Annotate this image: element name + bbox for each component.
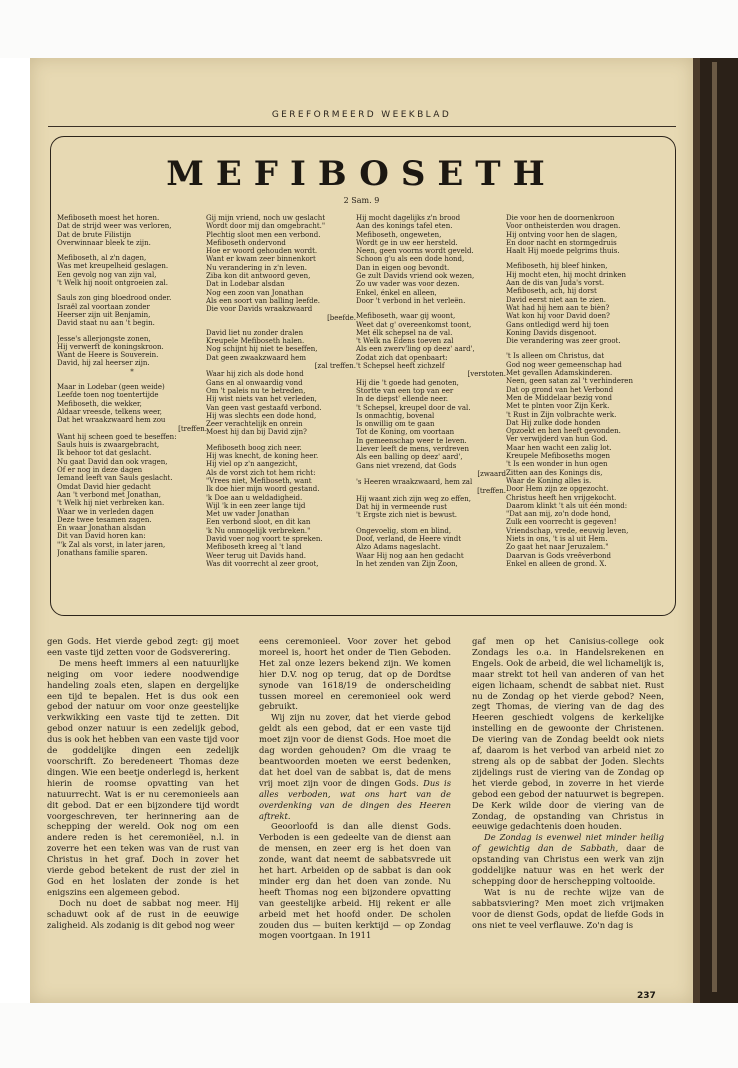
poem-line: Waar we in verleden dagen bbox=[57, 507, 154, 516]
poem-line: Hij wist niets van het verleden, bbox=[206, 395, 317, 404]
poem-line: 't Welk na Edens toeven zal bbox=[356, 337, 454, 346]
poem-line: Ver verwijderd van hun God. bbox=[506, 435, 608, 444]
poem-line: Mefiboseth, al z'n dagen, bbox=[57, 254, 147, 263]
poem-line: Opzoekt en hen heeft gevonden. bbox=[506, 427, 621, 436]
poem-line: Nu verandering in z'n leven. bbox=[206, 263, 307, 272]
poem-line: Omdat David hier gedacht bbox=[57, 482, 151, 491]
poem-column-4 bbox=[506, 214, 656, 568]
poem-line: Om 't paleis nu te betreden, bbox=[206, 386, 306, 395]
poem-line: Dat de strijd weer was verloren, bbox=[57, 222, 172, 231]
binding-spine bbox=[700, 58, 738, 1003]
poem-line: Dat in Lodebar alsdan bbox=[206, 280, 285, 289]
poem-line: Dit van David horen kan: bbox=[57, 532, 146, 541]
magazine-page bbox=[30, 58, 693, 1003]
poem-line: Weet dat g' overeenkomst toont, bbox=[356, 320, 472, 329]
poem-line: [zal treffen. bbox=[314, 362, 356, 371]
stanza-gap bbox=[356, 520, 506, 527]
poem-line: Daarom klinkt 't als uit één mond: bbox=[506, 501, 628, 510]
poem-line: 'k Nu onmogelijk verbreken." bbox=[206, 526, 311, 535]
poem-line: Met te plnten voor Zijn Kerk. bbox=[506, 402, 610, 411]
poem-line: Gans ontledigd werd hij toen bbox=[506, 320, 609, 329]
poem-line: Plechtig sloot men een verbond. bbox=[206, 230, 321, 239]
poem-line: Want er kwam zeer binnenkort bbox=[206, 255, 316, 264]
poem-line: Enkel, énkel en alleen, bbox=[356, 288, 437, 297]
poem-line: Was dit voorrecht al zeer groot, bbox=[206, 559, 319, 568]
poem-line: Jesse's allerjongste zonen, bbox=[57, 334, 151, 343]
poem-line: Haalt Hij moede pelgrims thuis. bbox=[506, 247, 620, 256]
stanza-gap bbox=[57, 328, 207, 335]
poem-line: Als een balling op deez' aard', bbox=[356, 453, 463, 462]
stanza-gap bbox=[57, 376, 207, 383]
article-paragraph: gaf men op het Canisius-college ook Zondags les o.a. in Handelsrekenen en Engels. Ook de arbeid, die wel lichamelijk is, maar strekt tot heil van anderen of van het eigen lichaam, schendt de sabbat niet. Rust nu de Zondag op het vierde gebod? Neen, zegt Thomas, de viering van de dag des Heeren geschiedt volgens de kerkelijke instelling en de gewoonte der Christenen. De viering van de Zondag beeldt ook niets af, daarom is het verbod van arbeid niet zo streng als op de sabbat der Joden. Slechts zijdelings rust de viering van de Zondag op het vierde gebod, in zoverre in het vierde gebod een gebod der natuurwet is begrepen. De Kerk wilde door de viering van de Zondag, de opstanding van Christus in eeuwige gedachtenis doen houden. bbox=[472, 636, 664, 832]
poem-line: Tot de Koning, om voortaan bbox=[356, 428, 455, 437]
poem-line: 't Schepsel, kreupel door de val. bbox=[356, 403, 471, 412]
poem-line: Christus heeft hen vrijgekocht. bbox=[506, 493, 617, 502]
poem-line: Mefiboseth, hij bleef hinken, bbox=[506, 262, 608, 271]
poem-line: Dat het wraakzwaard hem zou bbox=[57, 416, 166, 425]
poem-line: Neen, geen satan zal 't verhinderen bbox=[506, 377, 633, 386]
poem-line: Mefiboseth, ach, hij dorst bbox=[506, 287, 597, 296]
article-column-1 bbox=[47, 636, 239, 930]
article-paragraph: De mens heeft immers al een natuurlijke neiging om voor iedere noodwendige handeling zoals eten, slapen en dergelijke een tijd te bepalen. Het is dus ook een gebod der natuur om voor onze geestelijke verkwikking een vaste tijd te zetten. Dit gebod onzer natuur is een zedelijk gebod, dus is ook het hebben van een vaste tijd voor de goddelijke dingen een zedelijk voorschrift. Zo beredeneert Thomas deze dingen. Wie een beetje onderlegd is, herkent hierin de roomse opvatting van het natuurrecht. Wat is er nu ceremonieels aan dit gebod. Dat er een bijzondere tijd wordt voorgeschreven, ter herinnering aan de schepping der wereld. Ook nog om een andere reden is het ceremoniëel, n.l. in zoverre het een teken was van de rust van Christus in het graf. Doch in zover het vierde gebod betekent de rust der ziel in God en het loslaten der zonde is het enigszins een algemeen gebod. bbox=[47, 657, 239, 897]
poem-line: Ge zult Davids vriend ook wezen, bbox=[356, 272, 475, 281]
stanza-gap bbox=[206, 322, 356, 329]
poem-line: Hij was slechts een dode hond, bbox=[206, 411, 317, 420]
poem-line: Voor ontheisterden wou dragen. bbox=[506, 222, 621, 231]
poem-column-1 bbox=[57, 214, 207, 557]
poem-line: Zo gaat het naar Jeruzalem." bbox=[506, 543, 609, 552]
poem-line: Mefiboseth, waar gij woont, bbox=[356, 312, 456, 321]
poem-line: Waar Hij nog aan hen gedacht bbox=[356, 551, 464, 560]
poem-line: Hij mocht dagelijks z'n brood bbox=[356, 214, 461, 222]
poem-line: Leefde toen nog toentertijde bbox=[57, 391, 159, 400]
poem-line: Wordt ge in uw eer hersteld. bbox=[356, 238, 458, 247]
poem-line: 't Welk hij nooit ontgroeien zal. bbox=[57, 279, 168, 288]
poem-line: Israël zal voortaan zonder bbox=[57, 302, 150, 311]
poem-line: Gij mijn vriend, noch uw geslacht bbox=[206, 214, 326, 222]
poem-line: Mefiboseth, ongeweten, bbox=[356, 230, 442, 239]
poem-line: David staat nu aan 't begin. bbox=[57, 319, 155, 328]
article-paragraph: Doch nu doet de sabbat nog meer. Hij schaduwt ook af de rust in de eeuwige zaligheid. Als zodanig is dit gebod nog weer bbox=[47, 897, 239, 930]
binding-highlight bbox=[712, 62, 717, 992]
poem-line: Waar de Koning alles is. bbox=[506, 476, 592, 485]
poem-line: Hij waant zich zijn weg zo effen, bbox=[356, 494, 471, 503]
article-column-2 bbox=[259, 636, 451, 941]
poem-line: 't Is alleen om Christus, dat bbox=[506, 352, 605, 361]
poem-line: Jonathans familie sparen. bbox=[57, 548, 148, 557]
poem-line: Maar in Lodebar (geen weide) bbox=[57, 383, 165, 392]
poem-line: Zulk een voorrecht is gegeven! bbox=[506, 518, 617, 527]
article-emphasis: Dus is alles verboden, wat ons hart van de overdenking van de dingen des Heeren aftrekt. bbox=[259, 777, 451, 821]
poem-line: God nog weer gemeenschap had bbox=[506, 360, 622, 369]
poem-line: Zeer verachtelijk en onrein bbox=[206, 420, 303, 429]
poem-line: "Dat aan mij, zo'n dode hond, bbox=[506, 510, 611, 519]
poem-line: Dat geen zwaakzwaard hem bbox=[206, 353, 306, 362]
poem-line: Mefiboseth kreeg al 't land bbox=[206, 543, 302, 552]
stanza-gap bbox=[506, 345, 656, 352]
poem-line: 't Welk hij niet verbreken kan. bbox=[57, 499, 165, 508]
poem-line: Aan des konings tafel eten. bbox=[356, 222, 453, 231]
poem-line: Hij ontving voor hen de slagen, bbox=[506, 230, 618, 239]
poem-line: Dan in eigen oog bevondt. bbox=[356, 263, 450, 272]
poem-line: Die voor Davids wraakzwaard bbox=[206, 305, 313, 314]
poem-line: Ziba kon dit antwoord geven, bbox=[206, 272, 311, 281]
page-number: 237 bbox=[637, 991, 656, 1001]
poem-line: Daarvan is Gods vreêverbond bbox=[506, 551, 612, 560]
poem-line: Hij was knecht, de koning heer. bbox=[206, 452, 319, 461]
poem-line: Met gevallen Adamskinderen. bbox=[506, 369, 613, 378]
poem-line: Wijl 'k in een zeer lange tijd bbox=[206, 501, 306, 510]
stanza-gap bbox=[206, 437, 356, 444]
poem-line: Gans en al onwaardig vond bbox=[206, 378, 303, 387]
poem-line: 't Schepsel heeft zichzelf bbox=[356, 362, 445, 371]
poem-line: Hij viel op z'n aangezicht, bbox=[206, 460, 298, 469]
poem-line: Wat kon hij voor David doen? bbox=[506, 312, 610, 321]
poem-line: Nog schijnt hij niet te beseffen, bbox=[206, 345, 318, 354]
poem-line: Als een zwerv'ling op deez' aard', bbox=[356, 345, 475, 354]
stanza-gap bbox=[57, 287, 207, 294]
poem-line: Gans niet vrezend, dat Gods bbox=[356, 461, 457, 470]
poem-line: En waar Jonathan alsdan bbox=[57, 524, 146, 533]
poem-line: Wat had hij hem aan te bièn? bbox=[506, 303, 610, 312]
poem-line: Sauls zon ging bloedrood onder. bbox=[57, 294, 172, 303]
article-emphasis: De Zondag is evenwel niet minder heilig of gewichtig dan de Sabbath, bbox=[472, 832, 664, 854]
poem-line: Weer terug uit Davids hand. bbox=[206, 551, 306, 560]
poem-line: Als de vorst zich tot hem richt: bbox=[206, 468, 316, 477]
poem-line: Dat Hij zulke dode honden bbox=[506, 418, 601, 427]
poem-line: Men de Middelaar bezig vond bbox=[506, 393, 612, 402]
header-rule bbox=[48, 126, 676, 127]
poem-line: Heerser zijn uit Benjamin, bbox=[57, 310, 151, 319]
poem-line: Aldaar vreesde, telkens weer, bbox=[57, 407, 162, 416]
poem-line: Schoon g'u als een dode hond, bbox=[356, 255, 465, 264]
article-paragraph: Geoorloofd is dan alle dienst Gods. Verboden is een gedeelte van de dienst aan de mensen, en zeer erg is het doen van zonde, want dat neemt de sabbatsvrede uit het hart. Arbeiden op de sabbat is dan ook minder erg dan het doen van zonde. Nu heeft Thomas nog een bijzondere opvatting van geestelijke arbeid. Hij rekent er alle arbeid met het hoofd onder. De scholen zouden dus — buiten kerktijd — op Zondag mogen voortgaan. In 1911 bbox=[259, 821, 451, 941]
poem-line: En door nacht en stormgedruis bbox=[506, 238, 617, 247]
poem-line: Hij die 't goede had genoten, bbox=[356, 378, 459, 387]
poem-line: Kreupele Mefiboseths mogen bbox=[506, 452, 610, 461]
poem-line: Die voor hen de doornenkroon bbox=[506, 214, 615, 222]
poem-column-3 bbox=[356, 214, 506, 568]
poem-line: Met uw vader Jonathan bbox=[206, 510, 290, 519]
poem-line: Hoe er woord gehouden wordt. bbox=[206, 247, 318, 256]
poem-line: * bbox=[130, 367, 134, 376]
poem-line: Is onmachtig, bovenal bbox=[356, 411, 435, 420]
poem-line: Een verbond sloot, en dit kan bbox=[206, 518, 311, 527]
poem-line: Wordt door mij dan omgebracht." bbox=[206, 222, 326, 231]
poem-line: David eerst niet aan te zien. bbox=[506, 295, 606, 304]
article-column-3 bbox=[472, 636, 664, 930]
poem-line: Is onwillig om te gaan bbox=[356, 420, 435, 429]
poem-line: Als een soort van balling leefde. bbox=[206, 296, 320, 305]
poem-line: Kreupele Mefiboseth halen. bbox=[206, 337, 305, 346]
poem-column-2 bbox=[206, 214, 356, 568]
poem-line: 't Rust in Zijn volbrachte werk. bbox=[506, 410, 617, 419]
poem-line: Aan 't verbond met Jonathan, bbox=[57, 490, 162, 499]
stanza-gap bbox=[356, 305, 506, 312]
poem-line: Moest hij dan bij David zijn? bbox=[206, 428, 307, 437]
stanza-gap bbox=[506, 255, 656, 262]
poem-line: Ik doe hier mijn woord gestand. bbox=[206, 485, 320, 494]
poem-line: [verstoten. bbox=[467, 370, 506, 379]
poem-line: Van geen vast gestaafd verbond. bbox=[206, 403, 322, 412]
poem-title: MEFIBOSETH bbox=[166, 154, 557, 194]
poem-line: Dat hij in vermeende rust bbox=[356, 503, 447, 512]
poem-line: "Vrees niet, Mefiboseth, want bbox=[206, 476, 312, 485]
poem-line: David, hij zal heerser zijn. bbox=[57, 359, 150, 368]
poem-line: In gemeenschap weer te leven. bbox=[356, 436, 467, 445]
poem-line: Deze twee tesamen zagen. bbox=[57, 515, 152, 524]
poem-line: Doof, verland, de Heere vindt bbox=[356, 534, 462, 543]
poem-line: Mefiboseth ondervond bbox=[206, 238, 286, 247]
article-paragraph: De Zondag is evenwel niet minder heilig of gewichtig dan de Sabbath, daar de opstanding van Christus een werk van zijn goddelijke natuur was en het werk der schepping door de herschepping voltooide. bbox=[472, 832, 664, 886]
poem-subtitle: 2 Sam. 9 bbox=[343, 196, 380, 205]
poem-line: Stortte van een top van eer bbox=[356, 386, 454, 395]
poem-line: Of er nog in deze dagen bbox=[57, 466, 143, 475]
poem-line: "'k Zal als vorst, in later jaren, bbox=[57, 540, 166, 549]
poem-line: In de diepst' ellende neer. bbox=[356, 395, 448, 404]
poem-line: Ongevoelig, stom en blind, bbox=[356, 526, 452, 535]
poem-line: David voer nog voort te spreken. bbox=[206, 534, 323, 543]
running-head: GEREFORMEERD WEEKBLAD bbox=[271, 110, 452, 120]
poem-line: Door 't verbond in het verleën. bbox=[356, 296, 466, 305]
poem-line: Met élk schepsel na de val. bbox=[356, 328, 453, 337]
poem-line: Een gevolg nog van zijn val, bbox=[57, 270, 157, 279]
poem-line: Door Hem zijn ze opgezocht. bbox=[506, 485, 609, 494]
poem-line: Nu gaat David dan ook vragen, bbox=[57, 457, 168, 466]
poem-line: Nog een zoon van Jonathan bbox=[206, 288, 304, 297]
poem-line: Niets in ons, 't is al uit Hem. bbox=[506, 534, 608, 543]
poem-line: Was met kreupelheid geslagen. bbox=[57, 262, 169, 271]
poem-line: David liet nu zonder dralen bbox=[206, 328, 304, 337]
poem-line: 't Is een wonder in hun ogen bbox=[506, 460, 608, 469]
poem-line: Zitten aan des Konings dis, bbox=[506, 468, 603, 477]
poem-line: Waar hij zich als dode hond bbox=[206, 370, 304, 379]
poem-line: Die verandering was zeer groot. bbox=[506, 337, 621, 346]
poem-line: 's Heeren wraakzwaard, hem zal bbox=[356, 478, 473, 487]
scan-background-top bbox=[0, 0, 738, 58]
article-paragraph: Wat is nu de rechte wijze van de sabbatsviering? Men moet zich vrijmaken voor de dienst Gods, opdat de liefde Gods in ons niet te veel verflauwe. Zo'n dag is bbox=[472, 886, 664, 930]
poem-line: Zodat zich dat openbaart: bbox=[356, 353, 448, 362]
poem-line: Liever leeft de mens, verdreven bbox=[356, 445, 470, 454]
poem-line: Vriendschap, vrede, eeuwig leven, bbox=[506, 526, 629, 535]
poem-line: [zwaard bbox=[477, 469, 506, 478]
poem-line: Want de Heere is Souverein. bbox=[57, 351, 159, 360]
poem-line: Sauls huis is zwaargebracht, bbox=[57, 441, 160, 450]
poem-line: Dat op grond van het Verbond bbox=[506, 385, 614, 394]
poem-line: 't Ergste zich niet is bewust. bbox=[356, 511, 457, 520]
poem-line: Koning Davids disgenoot. bbox=[506, 328, 597, 337]
poem-line: Hij verwerft de koningskroon. bbox=[57, 342, 164, 351]
article-paragraph: Wij zijn nu zover, dat het vierde gebod geldt als een gebod, dat er een vaste tijd moet zijn voor de dienst Gods. Hoe moet die dag worden gehouden? Om die vraag te beantwoorden moeten we eerst bedenken, dat het doel van de sabbat is, dat de mens vrij moet zijn voor de dingen Gods. Dus is alles verboden, wat ons hart van de overdenking van de dingen des Heeren aftrekt. bbox=[259, 712, 451, 821]
poem-line: 'k Doe aan u weldadigheid. bbox=[206, 493, 303, 502]
poem-line: Hij mocht eten, hij mocht drinken bbox=[506, 270, 627, 279]
poem-line: Iemand leeft van Sauls geslacht. bbox=[57, 474, 173, 483]
article-paragraph: gen Gods. Het vierde gebod zegt: gij moet een vaste tijd zetten voor de Godsverering. bbox=[47, 636, 239, 657]
poem-line: Maar hen wacht een zalig lot. bbox=[506, 443, 612, 452]
poem-line: [treffen. bbox=[477, 486, 506, 495]
poem-line: Mefiboseth, die wekker, bbox=[57, 399, 142, 408]
poem-line: In het zenden van Zijn Zoon, bbox=[356, 559, 458, 568]
poem-line: Dat de brute Filistijn bbox=[57, 230, 132, 239]
poem-line: Mefiboseth boog zich neer. bbox=[206, 443, 302, 452]
poem-line: Aan de dis van Juda's vorst. bbox=[506, 279, 605, 288]
poem-line: Mefiboseth moest het horen. bbox=[57, 214, 160, 222]
poem-line: Want hij scheen goed te beseffen: bbox=[57, 432, 177, 441]
poem-line: Ik behoor tot dat geslacht. bbox=[57, 449, 152, 458]
scan-background-bottom bbox=[0, 1003, 738, 1068]
poem-line: [beefde. bbox=[327, 313, 356, 322]
article-paragraph: eens ceremonieel. Voor zover het gebod moreel is, hoort het onder de Tien Geboden. Het zal onze lezers bekend zijn. We komen hier D.V. nog op terug, dat op de Dordtse synode van 1618/19 de onderscheiding tussen moreel en ceremonieel ook werd gebruikt. bbox=[259, 636, 451, 712]
poem-line: Overwinnaar bleek te zijn. bbox=[57, 238, 151, 247]
poem-line: Enkel en alleen de grond. X. bbox=[506, 559, 607, 568]
poem-line: Alzo Adams nageslacht. bbox=[356, 543, 441, 552]
stanza-gap bbox=[57, 247, 207, 254]
poem-line: Neen, geen voorns wordt geveld. bbox=[356, 247, 474, 256]
poem-line: Zo uw vader was voor dezen. bbox=[356, 280, 460, 289]
poem-line: [treffen. bbox=[178, 424, 207, 433]
